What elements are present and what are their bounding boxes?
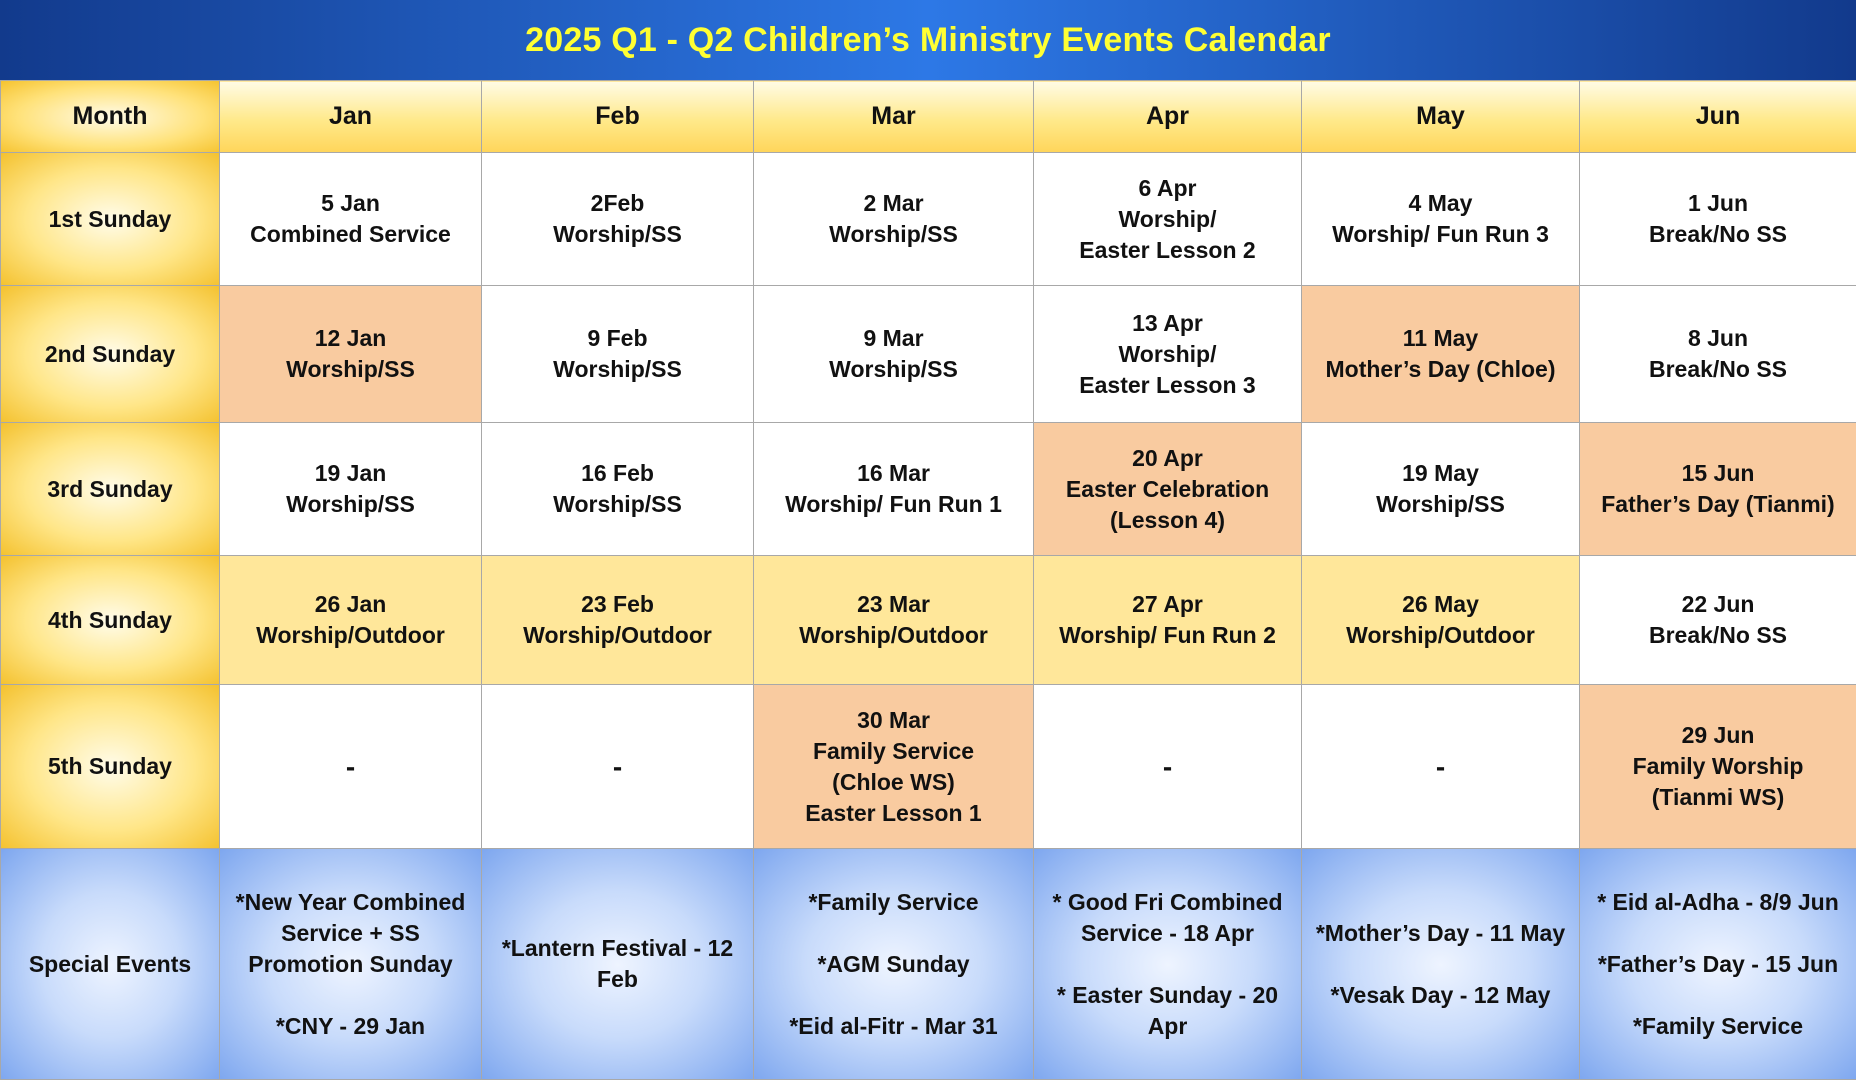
event-cell-jun (1580, 685, 1856, 849)
event-cell-may (1302, 556, 1580, 685)
event-date: 20 Apr (1040, 443, 1295, 474)
event-date: 13 Apr (1040, 308, 1295, 339)
event-description: Worship/SS (226, 354, 475, 385)
header-row (1, 81, 1856, 153)
event-description: Break/No SS (1586, 354, 1850, 385)
event-cell-jun (1580, 556, 1856, 685)
event-description: Family Worship (1586, 751, 1850, 782)
event-cell-feb (482, 556, 754, 685)
event-cell-may (1302, 685, 1580, 849)
month-header-may: May (1302, 81, 1580, 153)
event-cell-jun (1580, 286, 1856, 423)
event-cell-jan (220, 286, 482, 423)
event-date: 29 Jun (1586, 720, 1850, 751)
event-date: 30 Mar (760, 705, 1027, 736)
event-date: 5 Jan (226, 188, 475, 219)
row-special-events (1, 849, 1856, 1080)
event-description: Worship/SS (1308, 489, 1573, 520)
event-date: 26 May (1308, 589, 1573, 620)
event-date: 16 Feb (488, 458, 747, 489)
event-description: Worship/Outdoor (760, 620, 1027, 651)
event-cell-may (1302, 286, 1580, 423)
month-header-jan: Jan (220, 81, 482, 153)
special-events-cell-jun (1580, 849, 1856, 1080)
special-event-item: *Family Service (760, 887, 1027, 918)
special-event-item: *New Year Combined Service + SS Promotion Sunday (226, 887, 475, 980)
page-title: 2025 Q1 - Q2 Children’s Ministry Events Calendar (525, 21, 1331, 60)
month-header-apr: Apr (1034, 81, 1302, 153)
row-5th-sunday (1, 685, 1856, 849)
event-date: 23 Mar (760, 589, 1027, 620)
special-events-label: Special Events (1, 849, 220, 1080)
event-description: Worship/Outdoor (1308, 620, 1573, 651)
special-events-cell-jan (220, 849, 482, 1080)
event-cell-apr (1034, 153, 1302, 286)
event-date: 27 Apr (1040, 589, 1295, 620)
event-cell-jan (220, 423, 482, 556)
event-description: Worship/SS (488, 219, 747, 250)
event-cell-feb (482, 685, 754, 849)
event-description: Worship/Outdoor (226, 620, 475, 651)
empty-dash: - (226, 751, 475, 782)
row-2nd-sunday (1, 286, 1856, 423)
event-description: Break/No SS (1586, 219, 1850, 250)
event-date: 8 Jun (1586, 323, 1850, 354)
event-cell-mar (754, 556, 1034, 685)
title-bar (0, 0, 1856, 80)
special-events-cell-apr (1034, 849, 1302, 1080)
row-label: 1st Sunday (1, 153, 220, 286)
special-events-cell-feb (482, 849, 754, 1080)
row-4th-sunday (1, 556, 1856, 685)
special-events-cell-mar (754, 849, 1034, 1080)
special-event-item: * Good Fri Combined Service - 18 Apr (1040, 887, 1295, 949)
event-description: (Lesson 4) (1040, 505, 1295, 536)
event-description: Break/No SS (1586, 620, 1850, 651)
event-description: Worship/Outdoor (488, 620, 747, 651)
event-cell-mar (754, 423, 1034, 556)
event-cell-apr (1034, 286, 1302, 423)
empty-dash: - (1308, 751, 1573, 782)
special-event-item: * Easter Sunday - 20 Apr (1040, 980, 1295, 1042)
event-description: Worship/SS (488, 354, 747, 385)
event-date: 4 May (1308, 188, 1573, 219)
event-cell-feb (482, 423, 754, 556)
event-date: 19 May (1308, 458, 1573, 489)
special-event-item: *Vesak Day - 12 May (1308, 980, 1573, 1011)
event-cell-mar (754, 153, 1034, 286)
event-date: 2Feb (488, 188, 747, 219)
event-date: 15 Jun (1586, 458, 1850, 489)
event-cell-jan (220, 685, 482, 849)
event-cell-apr (1034, 423, 1302, 556)
event-date: 23 Feb (488, 589, 747, 620)
event-description: Family Service (760, 736, 1027, 767)
special-event-item: *CNY - 29 Jan (226, 1011, 475, 1042)
row-label: 4th Sunday (1, 556, 220, 685)
event-date: 6 Apr (1040, 173, 1295, 204)
month-header-feb: Feb (482, 81, 754, 153)
event-description: Mother’s Day (Chloe) (1308, 354, 1573, 385)
event-cell-mar (754, 286, 1034, 423)
row-3rd-sunday (1, 423, 1856, 556)
special-event-item: *Family Service (1586, 1011, 1850, 1042)
event-date: 2 Mar (760, 188, 1027, 219)
event-cell-jun (1580, 423, 1856, 556)
event-description: Combined Service (226, 219, 475, 250)
event-date: 12 Jan (226, 323, 475, 354)
special-event-item: *Father’s Day - 15 Jun (1586, 949, 1850, 980)
special-event-item: *Eid al-Fitr - Mar 31 (760, 1011, 1027, 1042)
event-cell-jun (1580, 153, 1856, 286)
event-date: 26 Jan (226, 589, 475, 620)
event-date: 22 Jun (1586, 589, 1850, 620)
special-event-item: * Eid al-Adha - 8/9 Jun (1586, 887, 1850, 918)
month-header-mar: Mar (754, 81, 1034, 153)
event-description: Worship/ Fun Run 3 (1308, 219, 1573, 250)
row-label: 2nd Sunday (1, 286, 220, 423)
event-date: 19 Jan (226, 458, 475, 489)
month-header: Month (1, 81, 220, 153)
event-description: (Chloe WS) (760, 767, 1027, 798)
event-description: Worship/SS (760, 219, 1027, 250)
special-events-cell-may (1302, 849, 1580, 1080)
event-cell-apr (1034, 685, 1302, 849)
empty-dash: - (488, 751, 747, 782)
event-description: Worship/ Fun Run 1 (760, 489, 1027, 520)
event-date: 9 Mar (760, 323, 1027, 354)
event-cell-feb (482, 153, 754, 286)
special-event-item: *Mother’s Day - 11 May (1308, 918, 1573, 949)
event-date: 1 Jun (1586, 188, 1850, 219)
event-description: Worship/ (1040, 204, 1295, 235)
event-cell-jan (220, 556, 482, 685)
row-label: 3rd Sunday (1, 423, 220, 556)
event-cell-mar (754, 685, 1034, 849)
empty-dash: - (1040, 751, 1295, 782)
event-description: Worship/SS (226, 489, 475, 520)
event-description: Easter Lesson 1 (760, 798, 1027, 829)
event-description: Easter Lesson 2 (1040, 235, 1295, 266)
row-label: 5th Sunday (1, 685, 220, 849)
event-description: Worship/SS (488, 489, 747, 520)
event-date: 16 Mar (760, 458, 1027, 489)
event-description: (Tianmi WS) (1586, 782, 1850, 813)
special-event-item: *AGM Sunday (760, 949, 1027, 980)
event-cell-jan (220, 153, 482, 286)
event-description: Worship/ Fun Run 2 (1040, 620, 1295, 651)
event-cell-may (1302, 153, 1580, 286)
event-description: Easter Celebration (1040, 474, 1295, 505)
event-description: Easter Lesson 3 (1040, 370, 1295, 401)
event-date: 9 Feb (488, 323, 747, 354)
event-description: Worship/SS (760, 354, 1027, 385)
calendar-table (0, 80, 1856, 1080)
event-cell-feb (482, 286, 754, 423)
event-date: 11 May (1308, 323, 1573, 354)
month-header-jun: Jun (1580, 81, 1856, 153)
row-1st-sunday (1, 153, 1856, 286)
special-event-item: *Lantern Festival - 12 Feb (488, 933, 747, 995)
event-description: Worship/ (1040, 339, 1295, 370)
event-description: Father’s Day (Tianmi) (1586, 489, 1850, 520)
event-cell-may (1302, 423, 1580, 556)
event-cell-apr (1034, 556, 1302, 685)
